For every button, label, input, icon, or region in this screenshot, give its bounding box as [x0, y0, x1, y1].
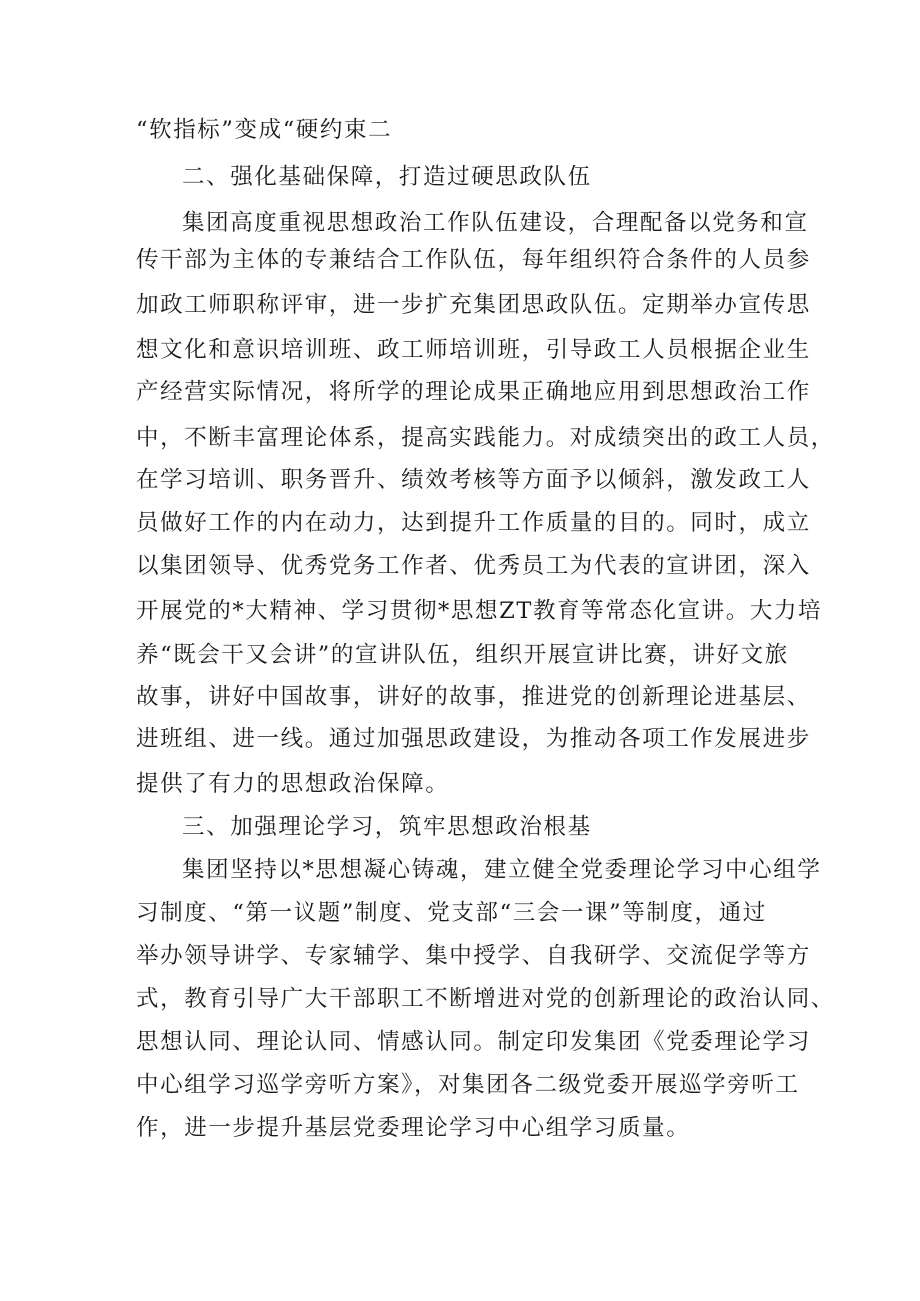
paragraph-line: 传干部为主体的专兼结合工作队伍，每年组织符合条件的人员参	[136, 247, 811, 273]
section-heading-2: 二、强化基础保障，打造过硬思政队伍	[182, 164, 592, 190]
paragraph-line: 思想认同、理论认同、情感认同。制定印发集团《党委理论学习	[136, 1029, 811, 1055]
paragraph-line: 员做好工作的内在动力，达到提升工作质量的目的。同时，成立	[136, 510, 811, 536]
text-line: “软指标”变成“硬约束二	[136, 117, 393, 143]
paragraph-line: 提供了有力的思想政治保障。	[136, 771, 450, 797]
paragraph-line: 中，不断丰富理论体系，提高实践能力。对成绩突出的政工人员，	[136, 425, 835, 451]
paragraph-line: 举办领导讲学、专家辅学、集中授学、自我研学、交流促学等方	[136, 943, 811, 969]
paragraph-line: 集团高度重视思想政治工作队伍建设，合理配备以党务和宣	[182, 210, 809, 236]
paragraph-line: 习制度、“第一议题”制度、党支部“三会一课”等制度，通过	[136, 900, 767, 926]
paragraph-line: 加政工师职称评审，进一步扩充集团思政队伍。定期举办宣传思	[136, 292, 811, 318]
paragraph-line: 开展党的*大精神、学习贯彻*思想ZT教育等常态化宣讲。大力培	[136, 598, 823, 624]
paragraph-line: 故事，讲好中国故事，讲好的故事，推进党的创新理论进基层、	[136, 684, 811, 710]
paragraph-line: 养“既会干又会讲”的宣讲队伍，组织开展宣讲比赛，讲好文旅	[136, 642, 789, 668]
paragraph-line: 在学习培训、职务晋升、绩效考核等方面予以倾斜，激发政工人	[136, 467, 811, 493]
paragraph-line: 产经营实际情况，将所学的理论成果正确地应用到思想政治工作	[136, 379, 811, 405]
paragraph-line: 中心组学习巡学旁听方案》，对集团各二级党委开展巡学旁听工	[136, 1072, 800, 1098]
paragraph-line: 作，进一步提升基层党委理论学习中心组学习质量。	[136, 1115, 691, 1141]
paragraph-line: 以集团领导、优秀党务工作者、优秀员工为代表的宣讲团，深入	[136, 553, 811, 579]
paragraph-line: 集团坚持以*思想凝心铸魂，建立健全党委理论学习中心组学	[182, 857, 822, 883]
paragraph-line: 进班组、进一线。通过加强思政建设，为推动各项工作发展进步	[136, 726, 811, 752]
paragraph-line: 式，教育引导广大干部职工不断增进对党的创新理论的政治认同、	[136, 986, 835, 1012]
section-heading-3: 三、加强理论学习，筑牢思想政治根基	[182, 814, 592, 840]
paragraph-line: 想文化和意识培训班、政工师培训班，引导政工人员根据企业生	[136, 337, 811, 363]
